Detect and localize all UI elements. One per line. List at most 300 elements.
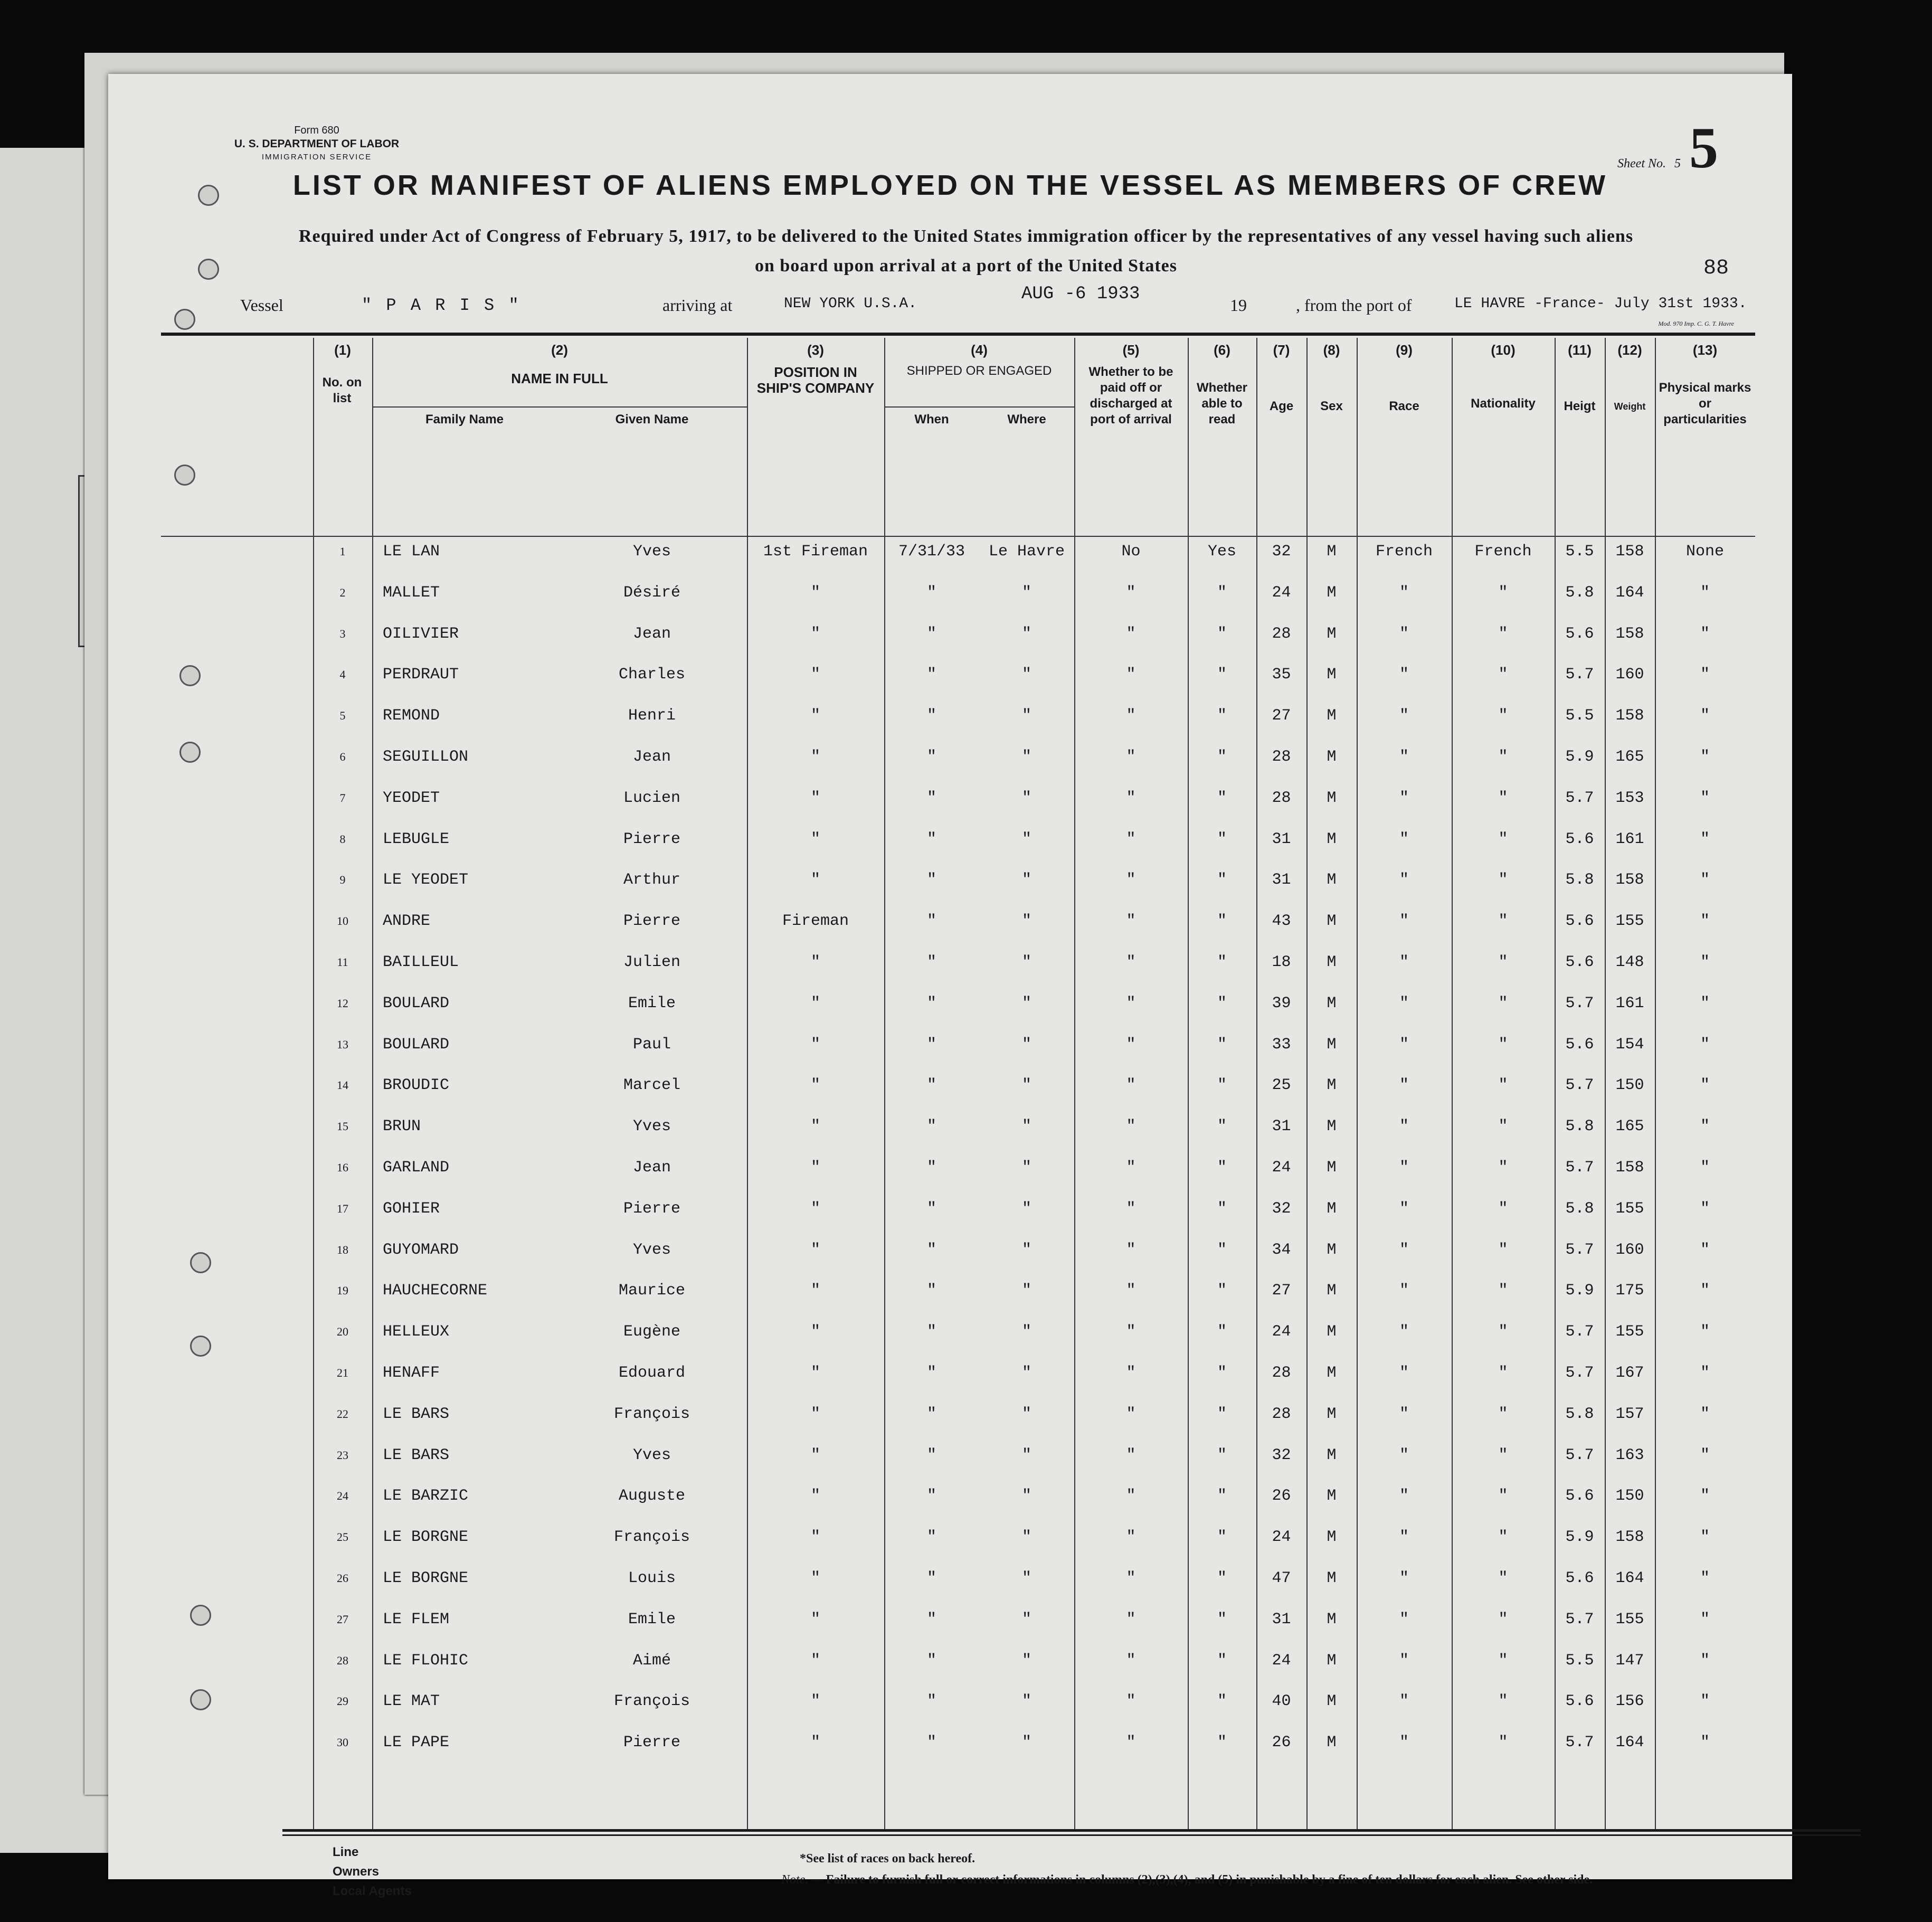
cell-read: " [1217, 789, 1227, 807]
cell-where: " [1021, 1610, 1031, 1629]
cell-given: Jean [632, 748, 671, 766]
cell-race: " [1399, 912, 1409, 931]
cell-when: " [926, 830, 936, 848]
cell-when: " [926, 1323, 936, 1341]
cell-where: " [1021, 624, 1031, 643]
top-rule [161, 333, 1755, 336]
cell-weight: 161 [1615, 830, 1644, 848]
cell-age: 24 [1272, 583, 1291, 602]
cell-nat: " [1498, 1159, 1508, 1177]
cell-where: " [1021, 1528, 1031, 1547]
cell-age: 32 [1272, 1199, 1291, 1218]
cell-position: " [810, 1446, 820, 1464]
cell-age: 24 [1272, 1159, 1291, 1177]
cell-marks: " [1700, 1035, 1710, 1054]
header-weight: Weight [1614, 401, 1646, 412]
cell-no: 27 [337, 1612, 348, 1626]
col-5-number: (5) [1122, 342, 1140, 358]
cell-race: " [1399, 666, 1409, 684]
cell-nat: " [1498, 953, 1508, 971]
cell-marks: " [1700, 1651, 1710, 1670]
cell-paid: " [1126, 1282, 1136, 1300]
cell-when: " [926, 994, 936, 1012]
cell-read: " [1217, 707, 1227, 725]
cell-read: " [1217, 1241, 1227, 1259]
cell-sex: M [1327, 1610, 1337, 1629]
cell-age: 32 [1272, 1446, 1291, 1464]
cell-weight: 148 [1615, 953, 1644, 971]
cell-position: 1st Fireman [763, 543, 868, 561]
cell-race: " [1399, 707, 1409, 725]
cell-age: 25 [1272, 1076, 1291, 1095]
header-name-in-full: NAME IN FULL [511, 371, 608, 386]
cell-height: 5.6 [1565, 1692, 1594, 1711]
cell-weight: 155 [1615, 912, 1644, 931]
cell-read: " [1217, 624, 1227, 643]
cell-marks: " [1700, 1282, 1710, 1300]
cell-age: 31 [1272, 871, 1291, 889]
cell-sex: M [1327, 830, 1337, 848]
cell-given: Louis [628, 1569, 676, 1587]
cell-age: 28 [1272, 624, 1291, 643]
cell-marks: " [1700, 1569, 1710, 1587]
cell-height: 5.6 [1565, 1487, 1594, 1506]
cell-nat: " [1498, 871, 1508, 889]
cell-where: Le Havre [988, 543, 1065, 561]
cell-nat: " [1498, 1364, 1508, 1382]
header-age: Age [1269, 399, 1294, 413]
cell-marks: " [1700, 912, 1710, 931]
cell-race: French [1375, 543, 1433, 561]
cell-position: " [810, 666, 820, 684]
cell-family: LE LAN [383, 543, 440, 561]
cell-weight: 158 [1615, 871, 1644, 889]
cell-read: " [1217, 1323, 1227, 1341]
cell-given: François [613, 1692, 690, 1711]
cell-sex: M [1327, 871, 1337, 889]
sheet-number-large: 5 [1689, 116, 1718, 180]
cell-no: 8 [339, 832, 346, 846]
cell-read: " [1217, 1528, 1227, 1547]
cell-when: " [926, 748, 936, 766]
cell-where: " [1021, 1241, 1031, 1259]
cell-paid: No [1121, 543, 1141, 561]
cell-no: 2 [339, 585, 346, 599]
cell-where: " [1021, 1323, 1031, 1341]
cell-marks: " [1700, 830, 1710, 848]
cell-height: 5.6 [1565, 953, 1594, 971]
cell-nat: " [1498, 1282, 1508, 1300]
cell-position: " [810, 1076, 820, 1095]
cell-where: " [1021, 666, 1031, 684]
cell-height: 5.7 [1565, 1446, 1594, 1464]
cell-no: 16 [337, 1161, 348, 1174]
cell-height: 5.8 [1565, 1199, 1594, 1218]
cell-given: Emile [628, 994, 676, 1012]
cell-when: " [926, 871, 936, 889]
cell-given: François [613, 1405, 690, 1423]
cell-paid: " [1126, 1035, 1136, 1054]
cell-weight: 163 [1615, 1446, 1644, 1464]
col-10-number: (10) [1491, 342, 1516, 358]
manifest-table [161, 338, 1755, 1829]
cell-read: " [1217, 1569, 1227, 1587]
cell-position: " [810, 1528, 820, 1547]
cell-given: Charles [618, 666, 686, 684]
cell-where: " [1021, 789, 1031, 807]
cell-no: 26 [337, 1571, 348, 1585]
cell-height: 5.5 [1565, 543, 1594, 561]
cell-nat: " [1498, 1118, 1508, 1136]
cell-when: " [926, 1446, 936, 1464]
cell-family: REMOND [383, 707, 440, 725]
cell-where: " [1021, 1446, 1031, 1464]
cell-given: Maurice [618, 1282, 686, 1300]
sheet-number-block [1617, 116, 1718, 180]
cell-no: 17 [337, 1201, 348, 1215]
cell-height: 5.6 [1565, 624, 1594, 643]
cell-race: " [1399, 1282, 1409, 1300]
cell-age: 27 [1272, 1282, 1291, 1300]
sheet-label: Sheet No. [1617, 157, 1666, 171]
cell-race: " [1399, 1118, 1409, 1136]
cell-weight: 158 [1615, 1159, 1644, 1177]
cell-race: " [1399, 1610, 1409, 1629]
cell-height: 5.9 [1565, 1528, 1594, 1547]
cell-position: " [810, 1651, 820, 1670]
cell-where: " [1021, 583, 1031, 602]
cell-where: " [1021, 912, 1031, 931]
cell-weight: 155 [1615, 1323, 1644, 1341]
cell-when: " [926, 789, 936, 807]
cell-height: 5.7 [1565, 666, 1594, 684]
cell-age: 18 [1272, 953, 1291, 971]
cell-position: " [810, 1282, 820, 1300]
cell-weight: 150 [1615, 1076, 1644, 1095]
cell-when: " [926, 1405, 936, 1423]
cell-height: 5.8 [1565, 871, 1594, 889]
header-race: Race [1389, 399, 1419, 413]
cell-weight: 160 [1615, 1241, 1644, 1259]
cell-when: " [926, 583, 936, 602]
cell-race: " [1399, 1446, 1409, 1464]
cell-sex: M [1327, 583, 1337, 602]
cell-given: Henri [628, 707, 676, 725]
cell-family: LE BORGNE [383, 1528, 469, 1547]
cell-nat: " [1498, 624, 1508, 643]
cell-age: 39 [1272, 994, 1291, 1012]
cell-read: " [1217, 1282, 1227, 1300]
cell-marks: " [1700, 1323, 1710, 1341]
cell-race: " [1399, 1199, 1409, 1218]
cell-paid: " [1126, 1199, 1136, 1218]
cell-when: " [926, 953, 936, 971]
cell-paid: " [1126, 1692, 1136, 1711]
cell-paid: " [1126, 1076, 1136, 1095]
cell-sex: M [1327, 1569, 1337, 1587]
cell-weight: 155 [1615, 1610, 1644, 1629]
cell-where: " [1021, 1282, 1031, 1300]
cell-given: Arthur [623, 871, 681, 889]
cell-age: 28 [1272, 748, 1291, 766]
cell-age: 24 [1272, 1528, 1291, 1547]
cell-age: 40 [1272, 1692, 1291, 1711]
cell-race: " [1399, 871, 1409, 889]
header-subrule [884, 406, 1074, 408]
cell-given: Pierre [623, 1199, 681, 1218]
cell-marks: " [1700, 1528, 1710, 1547]
cell-age: 24 [1272, 1323, 1291, 1341]
cell-nat: " [1498, 1651, 1508, 1670]
col-11-number: (11) [1568, 342, 1592, 358]
cell-where: " [1021, 1651, 1031, 1670]
cell-read: " [1217, 1364, 1227, 1382]
cell-no: 30 [337, 1736, 348, 1749]
cell-nat: " [1498, 1241, 1508, 1259]
header-shipped-engaged: SHIPPED OR ENGAGED [906, 364, 1052, 378]
bottom-rule-thin [282, 1834, 1861, 1836]
col-12-number: (12) [1617, 342, 1642, 358]
cell-when: " [926, 1199, 936, 1218]
cell-race: " [1399, 748, 1409, 766]
cell-height: 5.9 [1565, 748, 1594, 766]
cell-marks: " [1700, 1076, 1710, 1095]
cell-no: 10 [337, 914, 348, 928]
cell-given: Marcel [623, 1076, 681, 1095]
from-label: , from the port of [1296, 296, 1412, 315]
cell-nat: " [1498, 1692, 1508, 1711]
cell-when: " [926, 1487, 936, 1506]
cell-where: " [1021, 830, 1031, 848]
cell-family: BRUN [383, 1118, 421, 1136]
cell-race: " [1399, 1035, 1409, 1054]
cell-read: " [1217, 953, 1227, 971]
cell-age: 28 [1272, 1405, 1291, 1423]
cell-paid: " [1126, 789, 1136, 807]
cell-no: 29 [337, 1694, 348, 1708]
cell-nat: " [1498, 1035, 1508, 1054]
bottom-rule [282, 1829, 1861, 1832]
cell-where: " [1021, 994, 1031, 1012]
cell-weight: 165 [1615, 748, 1644, 766]
cell-given: Yves [632, 1118, 671, 1136]
cell-position: " [810, 1692, 820, 1711]
cell-where: " [1021, 1487, 1031, 1506]
cell-nat: " [1498, 748, 1508, 766]
cell-race: " [1399, 1569, 1409, 1587]
cell-position: " [810, 624, 820, 643]
cell-position: Fireman [782, 912, 849, 931]
cell-when: " [926, 1241, 936, 1259]
cell-marks: " [1700, 1364, 1710, 1382]
cell-position: " [810, 1118, 820, 1136]
cell-paid: " [1126, 1528, 1136, 1547]
cell-read: " [1217, 994, 1227, 1012]
cell-race: " [1399, 1364, 1409, 1382]
cell-family: LE FLEM [383, 1610, 450, 1629]
note-label: Note. — [781, 1873, 823, 1887]
cell-age: 24 [1272, 1651, 1291, 1670]
cell-position: " [810, 789, 820, 807]
cell-height: 5.7 [1565, 1159, 1594, 1177]
cell-given: Aimé [632, 1651, 671, 1670]
cell-weight: 164 [1615, 1734, 1644, 1752]
cell-no: 19 [337, 1284, 348, 1298]
cell-marks: " [1700, 1241, 1710, 1259]
service-name: IMMIGRATION SERVICE [261, 153, 372, 162]
cell-weight: 167 [1615, 1364, 1644, 1382]
cell-marks: None [1685, 543, 1724, 561]
cell-family: LE BARZIC [383, 1487, 469, 1506]
cell-paid: " [1126, 953, 1136, 971]
races-note: *See list of races on back hereof. [800, 1852, 976, 1866]
cell-marks: " [1700, 1446, 1710, 1464]
cell-sex: M [1327, 1282, 1337, 1300]
sheet-number: 5 [1674, 157, 1681, 171]
cell-family: BAILLEUL [383, 953, 459, 971]
cell-marks: " [1700, 953, 1710, 971]
cell-sex: M [1327, 1487, 1337, 1506]
cell-when: " [926, 1610, 936, 1629]
cell-nat: " [1498, 1405, 1508, 1423]
cell-read: " [1217, 1487, 1227, 1506]
cell-nat: " [1498, 994, 1508, 1012]
cell-race: " [1399, 1651, 1409, 1670]
cell-race: " [1399, 1241, 1409, 1259]
cell-given: Auguste [618, 1487, 686, 1506]
year-label: 19 [1230, 296, 1247, 315]
header-where: Where [1007, 412, 1046, 427]
cell-paid: " [1126, 666, 1136, 684]
cell-no: 12 [337, 996, 348, 1010]
cell-read: " [1217, 583, 1227, 602]
header-nationality: Nationality [1471, 396, 1536, 411]
cell-paid: " [1126, 1446, 1136, 1464]
cell-paid: " [1126, 871, 1136, 889]
cell-sex: M [1327, 1528, 1337, 1547]
cell-sex: M [1327, 1241, 1337, 1259]
cell-weight: 164 [1615, 583, 1644, 602]
cell-no: 21 [337, 1366, 348, 1379]
cell-no: 22 [337, 1407, 348, 1421]
cell-marks: " [1700, 1734, 1710, 1752]
cell-height: 5.7 [1565, 1323, 1594, 1341]
cell-sex: M [1327, 543, 1337, 561]
cell-paid: " [1126, 1118, 1136, 1136]
cell-sex: M [1327, 1118, 1337, 1136]
cell-paid: " [1126, 1734, 1136, 1752]
cell-sex: M [1327, 994, 1337, 1012]
cell-nat: " [1498, 707, 1508, 725]
cell-height: 5.5 [1565, 707, 1594, 725]
cell-paid: " [1126, 1487, 1136, 1506]
cell-when: " [926, 1118, 936, 1136]
department-name: U. S. DEPARTMENT OF LABOR [234, 138, 400, 150]
cell-position: " [810, 1241, 820, 1259]
cell-height: 5.5 [1565, 1651, 1594, 1670]
cell-family: LE FLOHIC [383, 1651, 469, 1670]
cell-position: " [810, 1035, 820, 1054]
col-6-number: (6) [1214, 342, 1230, 358]
cell-marks: " [1700, 1692, 1710, 1711]
cell-paid: " [1126, 748, 1136, 766]
cell-position: " [810, 1323, 820, 1341]
cell-when: " [926, 624, 936, 643]
cell-no: 15 [337, 1120, 348, 1133]
cell-when: " [926, 1076, 936, 1095]
cell-sex: M [1327, 1035, 1337, 1054]
cell-sex: M [1327, 1734, 1337, 1752]
cell-when: " [926, 1692, 936, 1711]
col-4-number: (4) [971, 342, 988, 358]
cell-sex: M [1327, 748, 1337, 766]
cell-given: Edouard [618, 1364, 686, 1382]
cell-when: " [926, 1651, 936, 1670]
cell-nat: " [1498, 789, 1508, 807]
cell-given: Jean [632, 1159, 671, 1177]
cell-race: " [1399, 789, 1409, 807]
cell-paid: " [1126, 994, 1136, 1012]
cell-when: " [926, 666, 936, 684]
cell-read: " [1217, 1446, 1227, 1464]
cell-weight: 157 [1615, 1405, 1644, 1423]
cell-given: François [613, 1528, 690, 1547]
cell-no: 18 [337, 1243, 348, 1256]
cell-paid: " [1126, 830, 1136, 848]
cell-family: SEGUILLON [383, 748, 469, 766]
cell-position: " [810, 871, 820, 889]
cell-given: Paul [632, 1035, 671, 1054]
cell-nat: " [1498, 583, 1508, 602]
cell-nat: French [1474, 543, 1532, 561]
header-family-name: Family Name [425, 412, 504, 427]
form-identifier [203, 124, 430, 164]
cell-when: " [926, 1569, 936, 1587]
cell-paid: " [1126, 1651, 1136, 1670]
cell-nat: " [1498, 1446, 1508, 1464]
cell-position: " [810, 1569, 820, 1587]
cell-race: " [1399, 1734, 1409, 1752]
cell-nat: " [1498, 666, 1508, 684]
header-subrule [372, 406, 747, 408]
cell-paid: " [1126, 1405, 1136, 1423]
cell-where: " [1021, 1118, 1031, 1136]
cell-read: " [1217, 1159, 1227, 1177]
cell-nat: " [1498, 1076, 1508, 1095]
cell-marks: " [1700, 1118, 1710, 1136]
cell-age: 28 [1272, 1364, 1291, 1382]
cell-age: 31 [1272, 830, 1291, 848]
cell-weight: 160 [1615, 666, 1644, 684]
cell-height: 5.7 [1565, 1076, 1594, 1095]
cell-family: LE BARS [383, 1405, 450, 1423]
cell-height: 5.7 [1565, 1241, 1594, 1259]
manifest-page [108, 74, 1792, 1898]
cell-age: 32 [1272, 543, 1291, 561]
header-height: Heigt [1564, 399, 1596, 413]
cell-read: " [1217, 912, 1227, 931]
cell-weight: 156 [1615, 1692, 1644, 1711]
cell-paid: " [1126, 912, 1136, 931]
cell-when: 7/31/33 [898, 543, 965, 561]
cell-height: 5.9 [1565, 1282, 1594, 1300]
cell-read: " [1217, 1405, 1227, 1423]
cell-no: 14 [337, 1078, 348, 1092]
cell-where: " [1021, 748, 1031, 766]
cell-age: 47 [1272, 1569, 1291, 1587]
cell-family: GUYOMARD [383, 1241, 459, 1259]
cell-read: " [1217, 1199, 1227, 1218]
